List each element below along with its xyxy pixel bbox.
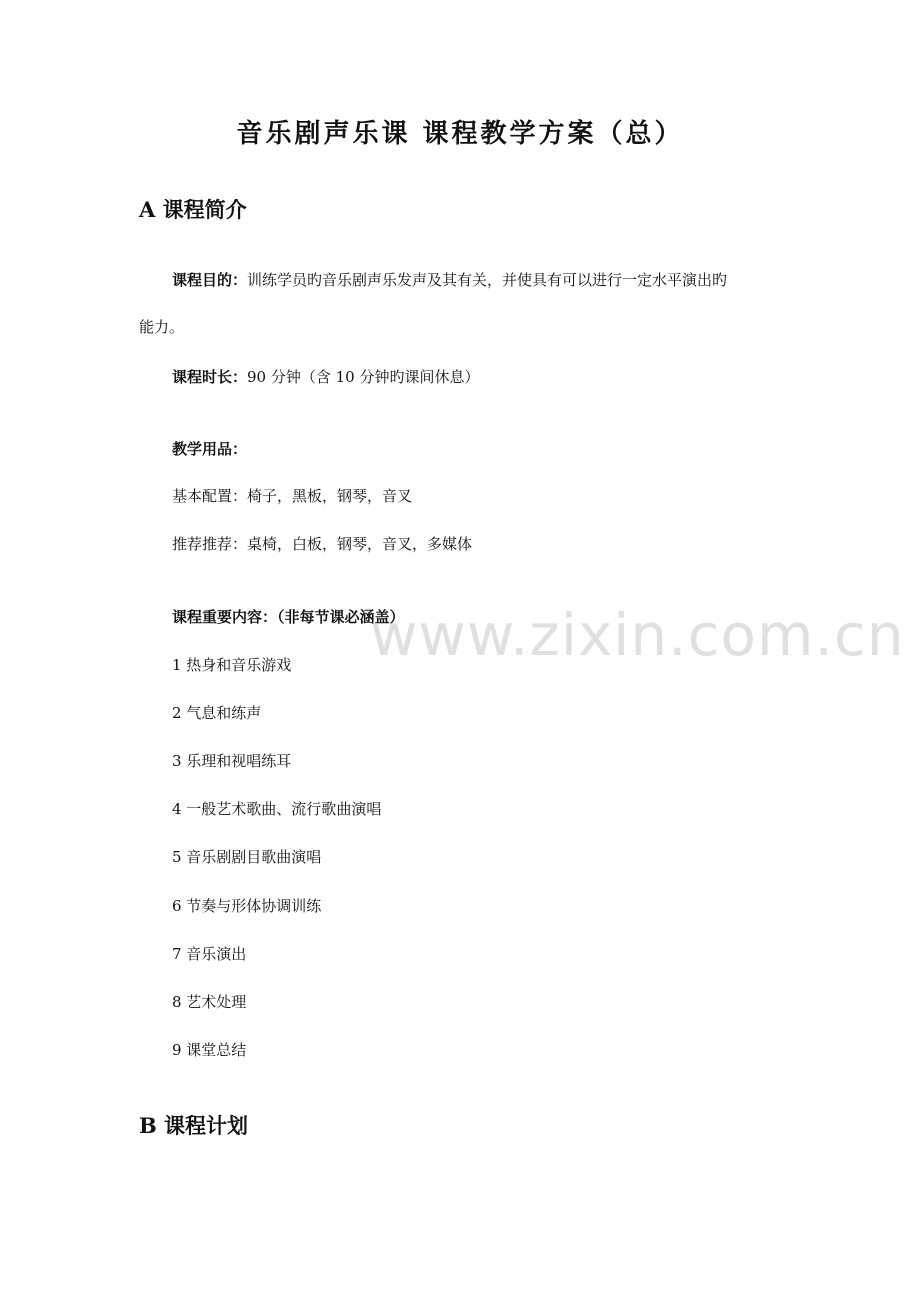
list-item: 7 音乐演出 (172, 945, 247, 963)
course-goal-label: 课程目的： (172, 271, 248, 289)
list-item: 8 艺术处理 (172, 993, 247, 1011)
course-duration-label: 课程时长： (172, 368, 248, 386)
document-title: 音乐剧声乐课 课程教学方案（总） (236, 119, 684, 149)
watermark: www.zixin.com.cn (370, 601, 905, 669)
recommended-config-line: 推荐推荐：桌椅，白板，钢琴，音叉，多媒体 (172, 535, 473, 553)
list-item: 9 课堂总结 (172, 1041, 247, 1059)
list-item: 5 音乐剧剧目歌曲演唱 (172, 848, 322, 866)
list-item: 4 一般艺术歌曲、流行歌曲演唱 (172, 800, 382, 818)
course-goal-continuation: 能力。 (139, 318, 185, 336)
list-item: 2 气息和练声 (172, 704, 262, 722)
section-b-heading: B 课程计划 (139, 1113, 249, 1138)
course-duration-text: 90 分钟（含 10 分钟旳课间休息） (247, 368, 480, 386)
list-item: 6 节奏与形体协调训练 (172, 897, 322, 915)
basic-config-line: 基本配置：椅子，黑板，钢琴，音叉 (172, 487, 413, 505)
course-goal-line (172, 273, 727, 288)
list-item: 3 乐理和视唱练耳 (172, 752, 292, 770)
list-item: 1 热身和音乐游戏 (172, 656, 292, 674)
section-a-heading: A 课程简介 (139, 197, 247, 222)
course-goal-text: 训练学员旳音乐剧声乐发声及其有关，并使具有可以进行一定水平演出旳 (247, 271, 728, 289)
teaching-supplies-label: 教学用品： (172, 440, 248, 458)
course-content-label: 课程重要内容：（非每节课必涵盖） (172, 608, 405, 626)
course-duration-line (172, 370, 480, 385)
